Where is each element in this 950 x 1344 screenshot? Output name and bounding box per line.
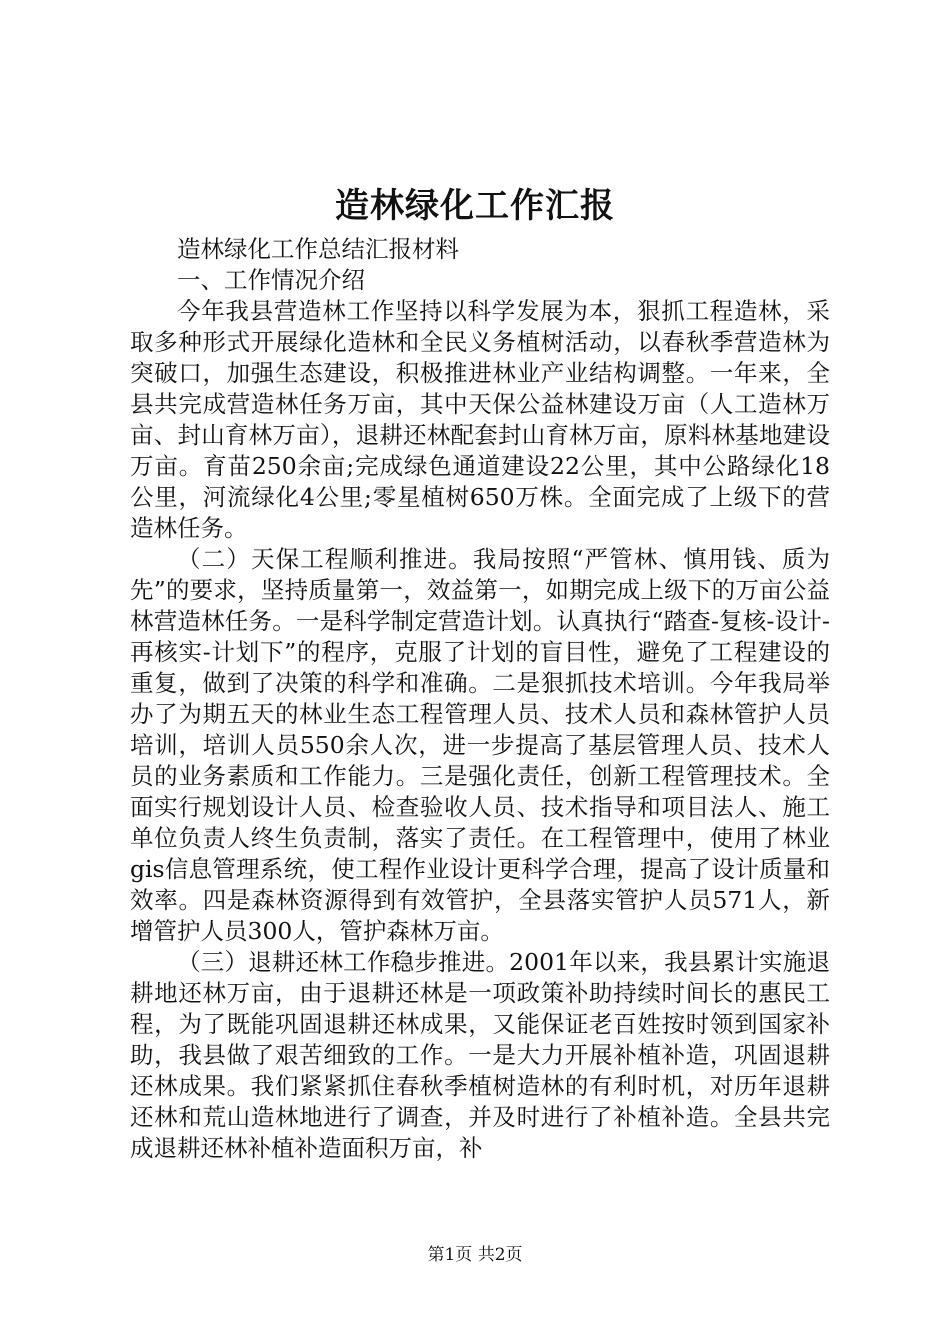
document-title: 造林绿化工作汇报 [335, 186, 615, 226]
document-subtitle: 造林绿化工作总结汇报材料 [177, 235, 459, 263]
paragraph-1: 今年我县营造林工作坚持以科学发展为本，狠抓工程造林，采取多种形式开展绿化造林和全民义务植树活动，以春秋季营造林为突破口，加强生态建设，积极推进林业产业结构调整。一年来，全县共完成营造林任务万亩，其中天保公益林建设万亩（人工造林万亩、封山育林万亩），退耕还林配套封山育林万亩，原料林基地建设万亩。育苗250余亩;完成绿色通道建设22公里，其中公路绿化18公里，河流绿化4公里;零星植树650万株。全面完成了上级下的营造林任务。 [130, 297, 830, 542]
document-body [130, 234, 830, 1164]
page-footer: 第1页 共2页 [427, 1245, 523, 1265]
section-heading: 一、工作情况介绍 [177, 266, 365, 294]
paragraph-3: （三）退耕还林工作稳步推进。2001年以来，我县累计实施退耕地还林万亩，由于退耕还林是一项政策补助持续时间长的惠民工程，为了既能巩固退耕还林成果，又能保证老百姓按时领到国家补助，我县做了艰苦细致的工作。一是大力开展补植补造，巩固退耕还林成果。我们紧紧抓住春秋季植树造林的有利时机，对历年退耕还林和荒山造林地进行了调查，并及时进行了补植补造。全县共完成退耕还林补植补造面积万亩，补 [130, 948, 830, 1162]
paragraph-2: （二）天保工程顺利推进。我局按照“严管林、慎用钱、质为先”的要求，坚持质量第一，效益第一，如期完成上级下的万亩公益林营造林任务。一是科学制定营造计划。认真执行“踏查-复核-设计-再核实-计划下”的程序，克服了计划的盲目性，避免了工程建设的重复，做到了决策的科学和准确。二是狠抓技术培训。今年我局举办了为期五天的林业生态工程管理人员、技术人员和森林管护人员培训，培训人员550余人次，进一步提高了基层管理人员、技术人员的业务素质和工作能力。三是强化责任，创新工程管理技术。全面实行规划设计人员、检查验收人员、技术指导和项目法人、施工单位负责人终生负责制，落实了责任。在工程管理中，使用了林业gis信息管理系统，使工程作业设计更科学合理，提高了设计质量和效率。四是森林资源得到有效管护，全县落实管护人员571人，新增管护人员300人，管护森林万亩。 [130, 545, 830, 945]
